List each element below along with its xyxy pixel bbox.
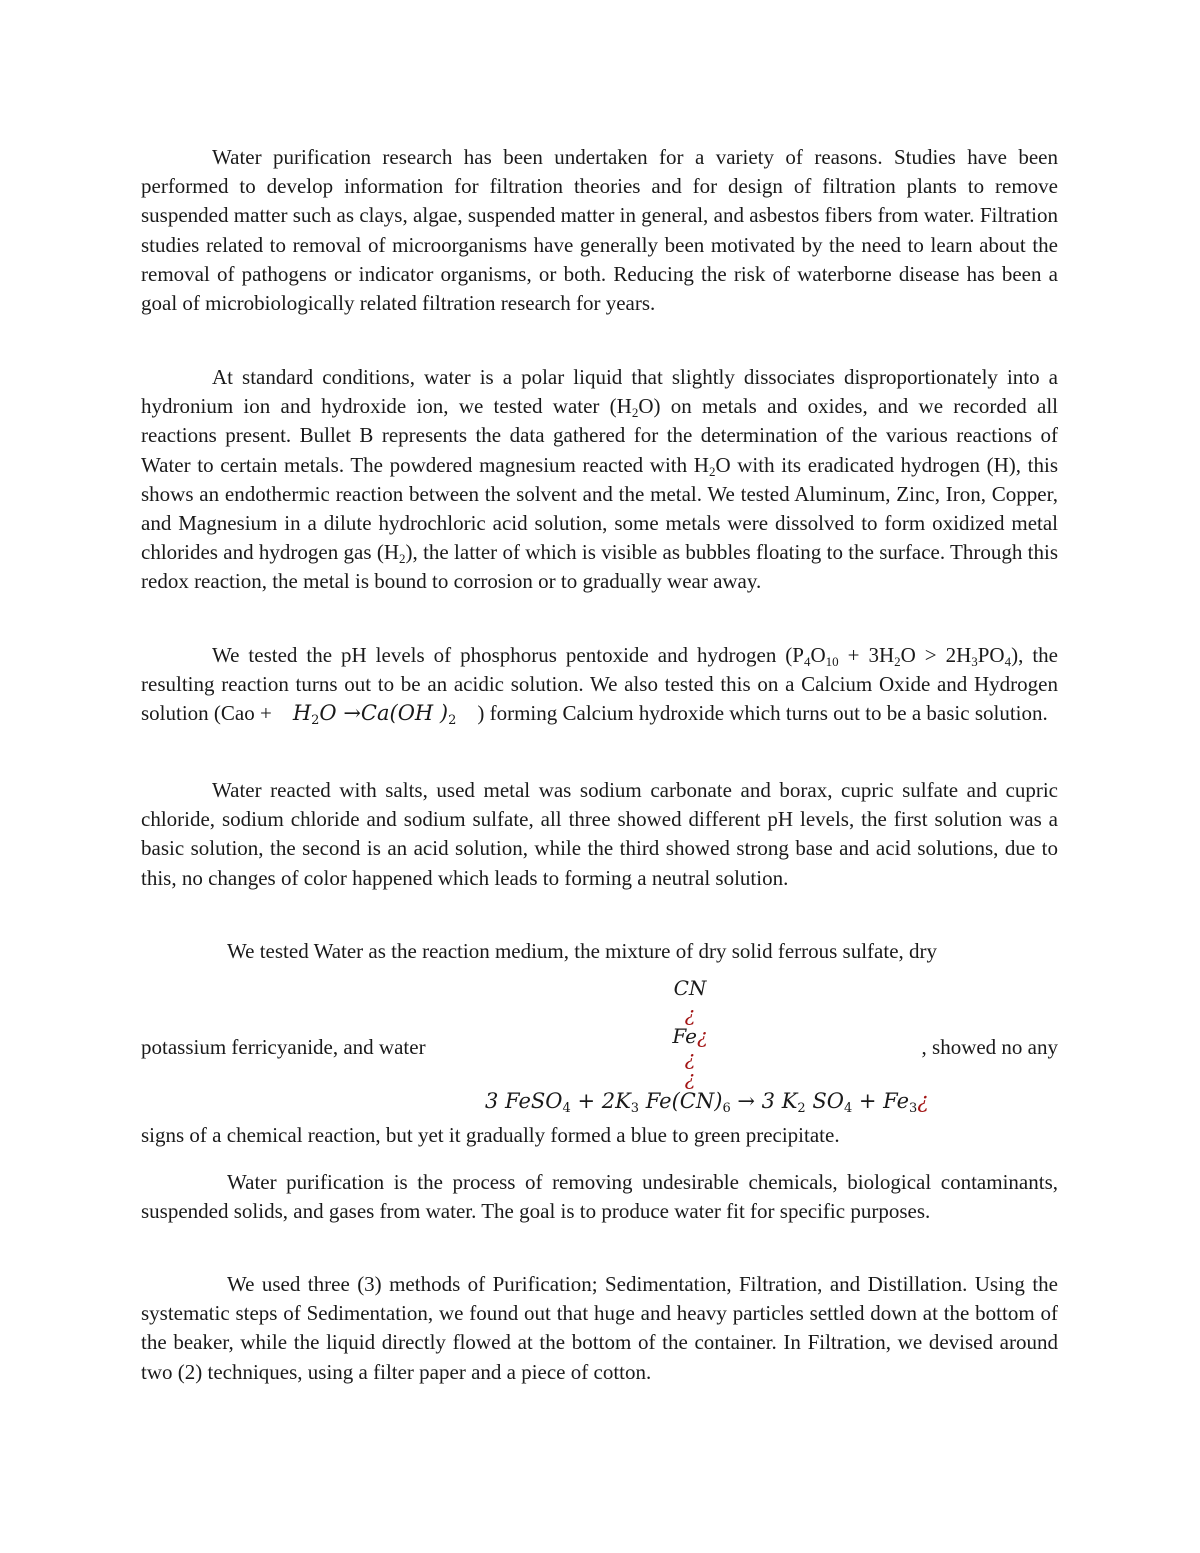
- subscript: 2: [311, 713, 320, 729]
- paragraph-text: Water purification is the process of removing undesirable chemicals, biological contaminants, suspended solids, and gases from water. The goal is to produce water fit for specific purposes.: [141, 1170, 1058, 1224]
- subscript: 4: [803, 654, 811, 669]
- subscript: 2: [631, 405, 639, 421]
- equation-term: (CN): [671, 1089, 723, 1113]
- subscript: 10: [825, 654, 839, 669]
- subscript: 2: [797, 1101, 806, 1116]
- paragraph-text: We used three (3) methods of Purification; Sedimentation, Filtration, and Distillation. Using the systematic steps of Sedimentation, we found out that huge and heavy particles settled down at the bottom of the beaker, while the liquid directly flowed at the bottom of the container. In Filtration, we devised around two (2) techniques, using a filter paper and a piece of cotton.: [141, 1272, 1058, 1384]
- subscript: 2: [399, 551, 406, 567]
- paragraph-reaction-medium-line1: We tested Water as the reaction medium, the mixture of dry solid ferrous sulfate, dry: [227, 939, 938, 963]
- equation-term: + Fe: [852, 1089, 910, 1113]
- paragraph-reaction-medium-end: signs of a chemical reaction, but yet it gradually formed a blue to green precipitate.: [141, 1123, 840, 1147]
- equation-term: O →Ca: [319, 701, 390, 726]
- subscript: 4: [562, 1101, 571, 1116]
- subscript: 2: [708, 463, 716, 479]
- equation-term: 3 FeSO: [485, 1089, 563, 1113]
- paragraph-purification-definition: [141, 1168, 1058, 1226]
- paragraph-ph-levels: [141, 641, 1058, 729]
- paragraph-text: O: [810, 643, 826, 667]
- paragraph-text: + 3H: [838, 643, 895, 667]
- paragraph-salts: [141, 776, 1058, 893]
- subscript: 2: [448, 713, 457, 729]
- subscript: 4: [1004, 654, 1012, 669]
- equation-term: H: [292, 701, 312, 726]
- paragraph-water-purification-research: [141, 143, 1058, 318]
- paragraph-reaction-medium-right: , showed no any: [921, 1035, 1058, 1059]
- formula-fe: [640, 1024, 740, 1048]
- equation-term: + 2K: [570, 1089, 631, 1113]
- subscript: 4: [843, 1101, 853, 1116]
- subscript: 3: [630, 1101, 640, 1116]
- formula-placeholder-glyph: ¿: [684, 1002, 696, 1026]
- equation-term: → 3 K: [730, 1089, 798, 1113]
- paragraph-reaction-medium-left: potassium ferricyanide, and water: [141, 1035, 426, 1059]
- formula-fe-text: Fe: [672, 1024, 697, 1048]
- paragraph-text: Water purification research has been undertaken for a variety of reasons. Studies have been performed to develop information for filtration theories and for design of filtration plants to remove suspended matter such as clays, algae, suspended matter in general, and asbestos fibers from water. Filtration studies related to removal of microorganisms have generally been motivated by the need to learn about the removal of pathogens or indicator organisms, or both. Reducing the risk of waterborne disease has been a goal of microbiologically related filtration research for years.: [141, 145, 1058, 316]
- formula-placeholder-glyph: ¿: [917, 1089, 929, 1113]
- paragraph-text: ), the resulting reaction turns out to be an acidic solution. We also tested this on a Calcium Oxide and Hydrogen solution (Cao +: [141, 643, 1058, 726]
- paragraph-text: We tested the pH levels of phosphorus pentoxide and hydrogen (P: [212, 643, 804, 667]
- paragraph-text: ) forming Calcium hydroxide which turns out to be a basic solution.: [472, 701, 1048, 726]
- equation-term: (OH ): [389, 701, 449, 726]
- formula-placeholder-glyph: ¿: [684, 1066, 696, 1090]
- paragraph-standard-conditions: [141, 363, 1058, 597]
- paragraph-text: O with its eradicated hydrogen (H), this shows an endothermic reaction between the solvent and the metal. We tested Aluminum, Zinc, Iron, Copper, and Magnesium in a dilute hydrochloric acid solution, some metals were dissolved to form oxidized metal chlorides and hydrogen gas (H: [141, 452, 1058, 565]
- inline-equation: [277, 699, 472, 728]
- subscript: 2: [894, 654, 901, 669]
- paragraph-text: Water reacted with salts, used metal was sodium carbonate and borax, cupric sulfate and cupric chloride, sodium chloride and sodium sulfate, all three showed different pH levels, the first solution was a basic solution, the second is an acid solution, while the third showed strong base and acid solutions, due to this, no changes of color happened which leads to forming a neutral solution.: [141, 778, 1058, 890]
- subscript: 3: [971, 654, 978, 669]
- paragraph-text: ), the latter of which is visible as bubbles floating to the surface. Through this redox reaction, the metal is bound to corrosion or to gradually wear away.: [141, 540, 1059, 594]
- subscript: 6: [722, 1101, 731, 1116]
- reaction-equation: [485, 1089, 929, 1116]
- paragraph-text: At standard conditions, water is a polar liquid that slightly dissociates disproportionately into a hydronium ion and hydroxide ion, we tested water (H: [141, 365, 1058, 419]
- equation-term: Fe: [639, 1089, 672, 1113]
- subscript: 3: [909, 1101, 918, 1116]
- formula-placeholder-glyph: ¿: [696, 1024, 708, 1048]
- formula-placeholder-glyph: ¿: [684, 1046, 696, 1070]
- paragraph-text: PO: [977, 643, 1005, 667]
- equation-term: SO: [805, 1089, 844, 1113]
- paragraph-text: O > 2H: [900, 643, 972, 667]
- formula-cn: CN: [673, 976, 707, 1000]
- paragraph-purification-methods: [141, 1270, 1058, 1387]
- paragraph-text: O) on metals and oxides, and we recorded all reactions present. Bullet B represents the data gathered for the determination of the various reactions of Water to certain metals. The powdered magnesium reacted with H: [141, 394, 1058, 477]
